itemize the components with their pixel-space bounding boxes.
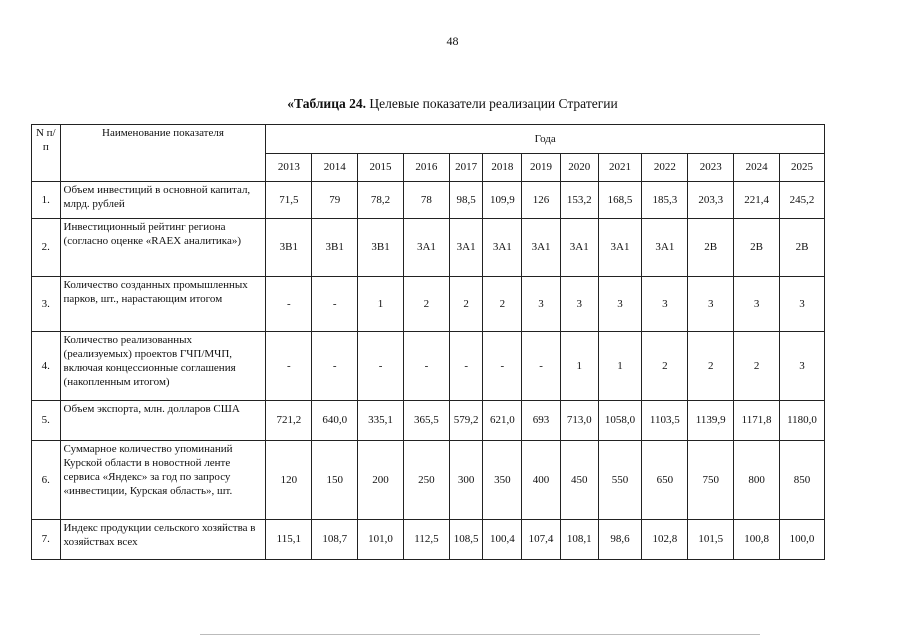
year-header: 2025 bbox=[780, 154, 825, 182]
indicator-value: 800 bbox=[734, 441, 780, 520]
table-row bbox=[32, 401, 825, 441]
indicator-value: 98,5 bbox=[449, 182, 483, 219]
indicator-value: 693 bbox=[522, 401, 561, 441]
indicator-value: 365,5 bbox=[403, 401, 449, 441]
row-number: 5. bbox=[32, 401, 61, 441]
indicator-value: 850 bbox=[780, 441, 825, 520]
indicator-value: 1139,9 bbox=[688, 401, 734, 441]
table-row bbox=[32, 441, 825, 520]
indicator-value: 108,5 bbox=[449, 520, 483, 560]
header-years: Года bbox=[266, 125, 825, 154]
indicator-name: Объем экспорта, млн. долларов США bbox=[60, 401, 266, 441]
indicator-name: Объем инвестиций в основной капитал, млрд. рублей bbox=[60, 182, 266, 219]
indicator-value: 100,0 bbox=[780, 520, 825, 560]
year-header: 2015 bbox=[358, 154, 404, 182]
indicator-name: Индекс продукции сельского хозяйства в хозяйствах всех bbox=[60, 520, 266, 560]
indicator-value: 1103,5 bbox=[642, 401, 688, 441]
indicator-value: 621,0 bbox=[483, 401, 522, 441]
row-number: 7. bbox=[32, 520, 61, 560]
indicator-value: 108,1 bbox=[560, 520, 598, 560]
indicator-value: 185,3 bbox=[642, 182, 688, 219]
indicator-value: 3 bbox=[560, 277, 598, 332]
indicator-value: 3B1 bbox=[358, 219, 404, 277]
indicator-value: 1 bbox=[598, 332, 642, 401]
indicators-table bbox=[31, 124, 825, 560]
table-row bbox=[32, 219, 825, 277]
indicator-value: 126 bbox=[522, 182, 561, 219]
indicator-value: 71,5 bbox=[266, 182, 312, 219]
indicator-value: 2 bbox=[403, 277, 449, 332]
indicator-value: 2B bbox=[780, 219, 825, 277]
row-number: 4. bbox=[32, 332, 61, 401]
year-header: 2023 bbox=[688, 154, 734, 182]
indicator-value: - bbox=[312, 277, 358, 332]
indicator-value: 100,4 bbox=[483, 520, 522, 560]
indicator-value: 300 bbox=[449, 441, 483, 520]
row-number: 6. bbox=[32, 441, 61, 520]
indicator-value: 1171,8 bbox=[734, 401, 780, 441]
indicator-value: 109,9 bbox=[483, 182, 522, 219]
indicator-value: 3A1 bbox=[522, 219, 561, 277]
indicator-value: 3A1 bbox=[403, 219, 449, 277]
indicator-value: 2 bbox=[483, 277, 522, 332]
indicator-value: 203,3 bbox=[688, 182, 734, 219]
indicator-value: 120 bbox=[266, 441, 312, 520]
indicator-value: 3 bbox=[688, 277, 734, 332]
table-title-text: Целевые показатели реализации Стратегии bbox=[366, 96, 618, 111]
indicator-value: 100,8 bbox=[734, 520, 780, 560]
indicator-value: 168,5 bbox=[598, 182, 642, 219]
year-header: 2014 bbox=[312, 154, 358, 182]
indicator-value: 108,7 bbox=[312, 520, 358, 560]
table-title-number: «Таблица 24. bbox=[287, 96, 366, 111]
indicator-value: 102,8 bbox=[642, 520, 688, 560]
row-number: 2. bbox=[32, 219, 61, 277]
indicator-value: 713,0 bbox=[560, 401, 598, 441]
indicator-value: 101,0 bbox=[358, 520, 404, 560]
indicator-value: 3 bbox=[780, 332, 825, 401]
indicator-value: 78 bbox=[403, 182, 449, 219]
year-header: 2021 bbox=[598, 154, 642, 182]
indicator-value: 101,5 bbox=[688, 520, 734, 560]
indicator-value: 78,2 bbox=[358, 182, 404, 219]
indicator-value: 3 bbox=[734, 277, 780, 332]
indicator-value: 3A1 bbox=[449, 219, 483, 277]
indicator-value: - bbox=[312, 332, 358, 401]
year-header: 2016 bbox=[403, 154, 449, 182]
row-number: 1. bbox=[32, 182, 61, 219]
indicator-value: 2 bbox=[642, 332, 688, 401]
indicator-value: - bbox=[358, 332, 404, 401]
indicator-value: 200 bbox=[358, 441, 404, 520]
indicator-value: 245,2 bbox=[780, 182, 825, 219]
indicator-value: 3A1 bbox=[560, 219, 598, 277]
row-number: 3. bbox=[32, 277, 61, 332]
indicator-value: 450 bbox=[560, 441, 598, 520]
indicator-value: 750 bbox=[688, 441, 734, 520]
year-header: 2022 bbox=[642, 154, 688, 182]
indicator-value: 1180,0 bbox=[780, 401, 825, 441]
year-header: 2017 bbox=[449, 154, 483, 182]
indicator-value: 3 bbox=[598, 277, 642, 332]
indicator-value: 98,6 bbox=[598, 520, 642, 560]
indicator-value: 335,1 bbox=[358, 401, 404, 441]
indicator-value: 3 bbox=[522, 277, 561, 332]
indicator-value: 721,2 bbox=[266, 401, 312, 441]
indicator-value: 2 bbox=[734, 332, 780, 401]
indicator-value: 3 bbox=[780, 277, 825, 332]
indicator-value: 250 bbox=[403, 441, 449, 520]
indicator-value: 1 bbox=[560, 332, 598, 401]
indicator-value: 640,0 bbox=[312, 401, 358, 441]
table-body bbox=[32, 182, 825, 560]
indicator-value: 2B bbox=[734, 219, 780, 277]
page-number: 48 bbox=[446, 34, 459, 48]
table-row bbox=[32, 332, 825, 401]
indicator-value: 650 bbox=[642, 441, 688, 520]
year-header: 2018 bbox=[483, 154, 522, 182]
indicator-value: 350 bbox=[483, 441, 522, 520]
year-header: 2013 bbox=[266, 154, 312, 182]
indicator-value: 3A1 bbox=[642, 219, 688, 277]
year-header: 2024 bbox=[734, 154, 780, 182]
indicator-value: 150 bbox=[312, 441, 358, 520]
indicator-value: 2 bbox=[449, 277, 483, 332]
indicator-value: 400 bbox=[522, 441, 561, 520]
indicator-value: 3A1 bbox=[598, 219, 642, 277]
indicator-value: - bbox=[403, 332, 449, 401]
year-header: 2019 bbox=[522, 154, 561, 182]
indicator-value: 3B1 bbox=[266, 219, 312, 277]
page-bottom-rule bbox=[200, 634, 760, 635]
indicator-value: 3B1 bbox=[312, 219, 358, 277]
indicator-value: 112,5 bbox=[403, 520, 449, 560]
indicator-value: 1058,0 bbox=[598, 401, 642, 441]
table-row bbox=[32, 182, 825, 219]
indicator-value: 579,2 bbox=[449, 401, 483, 441]
indicator-value: - bbox=[266, 332, 312, 401]
indicator-name: Количество реализованных (реализуемых) проектов ГЧП/МЧП, включая концессионные соглашения (накопленным итогом) bbox=[60, 332, 266, 401]
indicator-value: 550 bbox=[598, 441, 642, 520]
indicator-value: 2 bbox=[688, 332, 734, 401]
indicator-value: 1 bbox=[358, 277, 404, 332]
indicator-name: Количество созданных промышленных парков, шт., нарастающим итогом bbox=[60, 277, 266, 332]
table-row bbox=[32, 277, 825, 332]
indicator-value: 3A1 bbox=[483, 219, 522, 277]
indicator-value: 3 bbox=[642, 277, 688, 332]
indicator-value: 79 bbox=[312, 182, 358, 219]
indicator-value: - bbox=[483, 332, 522, 401]
indicator-value: - bbox=[266, 277, 312, 332]
indicator-value: 115,1 bbox=[266, 520, 312, 560]
year-header: 2020 bbox=[560, 154, 598, 182]
indicator-value: 2B bbox=[688, 219, 734, 277]
header-n: N п/п bbox=[32, 125, 61, 182]
indicator-value: 221,4 bbox=[734, 182, 780, 219]
indicator-value: - bbox=[522, 332, 561, 401]
indicator-name: Суммарное количество упоминаний Курской области в новостной ленте сервиса «Яндекс» за год по запросу «инвестиции, Курская область», шт. bbox=[60, 441, 266, 520]
indicator-value: 153,2 bbox=[560, 182, 598, 219]
indicator-value: - bbox=[449, 332, 483, 401]
table-title bbox=[0, 96, 905, 112]
header-indicator-name: Наименование показателя bbox=[60, 125, 266, 182]
indicator-name: Инвестиционный рейтинг региона (согласно оценке «RAEX аналитика») bbox=[60, 219, 266, 277]
indicator-value: 107,4 bbox=[522, 520, 561, 560]
table-row bbox=[32, 520, 825, 560]
